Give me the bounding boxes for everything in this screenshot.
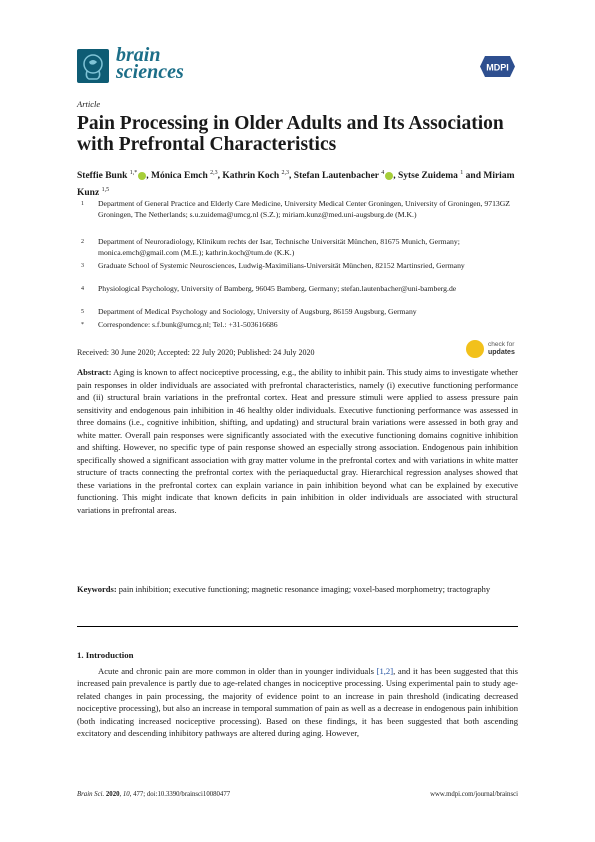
affiliation-text: Department of General Practice and Elderly Care Medicine, University Medical Center Groningen, University of Groningen, 9713GZ Groningen, The Netherlands; s.u.zuidema@umcg.nl (S.Z.); miriam.kunz@med.uni-augsburg.de (M.K.) <box>98 199 511 219</box>
author-affiliation-mark: 1 <box>460 170 464 176</box>
affiliation-text: Department of Neuroradiology, Klinikum rechts der Isar, Technische Universität München, 81675 Munich, Germany; monica.emch@gmail.com (M.E.); kathrin.koch@tum.de (K.K.) <box>98 237 460 257</box>
page-title: Pain Processing in Older Adults and Its Association with Prefrontal Characteristics <box>77 113 504 155</box>
section-heading: 1. Introduction <box>77 650 134 660</box>
article-type: Article <box>77 99 101 109</box>
footer-citation: Brain Sci. 2020, 10, 477; doi:10.3390/brainsci10080477 <box>77 791 231 798</box>
affiliation-number: 5 <box>81 309 84 315</box>
author-name: Stefan Lautenbacher <box>293 171 382 182</box>
keywords <box>77 583 518 596</box>
author-affiliation-mark: 4 <box>381 170 385 176</box>
author-affiliation-mark: 2,3 <box>281 170 290 176</box>
author-name: Kathrin Koch <box>222 171 282 182</box>
author-affiliation-mark: 1,* <box>129 170 138 176</box>
publication-dates: Received: 30 June 2020; Accepted: 22 July 2020; Published: 24 July 2020 <box>77 348 315 357</box>
orcid-icon[interactable] <box>385 172 393 180</box>
abstract-label: Abstract: <box>77 367 112 377</box>
affiliation-number: 1 <box>81 201 84 207</box>
mdpi-logo-icon <box>479 55 516 78</box>
affiliation-text: Correspondence: s.f.bunk@umcg.nl; Tel.: +31-503616686 <box>98 320 278 329</box>
author-list: Steffie Bunk $^{1,*}$ , Mónica Emch $^{2,3}$, Kathrin Koch $^{2,3}$, Stefan Lautenbacher $^4$ , Sytse Zuidema $^1$ and Miriam Kunz $^{1,5}$ <box>77 170 515 199</box>
affiliation-number: * <box>81 322 84 328</box>
orcid-icon[interactable] <box>138 172 146 180</box>
keywords-label: Keywords: <box>77 584 117 594</box>
author-name: Mónica Emch <box>151 171 211 182</box>
affiliation-number: 4 <box>81 286 84 292</box>
author-name: Steffie Bunk <box>77 171 130 182</box>
footer-url[interactable]: www.mdpi.com/journal/brainsci <box>430 791 518 798</box>
citation-link[interactable]: [1,2] <box>376 666 394 676</box>
author-name: Miriam Kunz <box>77 171 515 199</box>
affiliation-text: Physiological Psychology, University of Bamberg, 96045 Bamberg, Germany; stefan.lautenbacher@uni-bamberg.de <box>98 284 457 293</box>
abstract-text: Aging is known to affect nociceptive processing, e.g., the ability to inhibit pain. This study aims to investigate whether pain responses in older individuals are associated with prefrontal characteristics, namely (i) executive functioning performance and (ii) structural brain variations in the prefrontal cortex. Heat and pressure stimuli were applied to assess pressure pain sensitivity and endogenous pain inhibition in 46 healthy older individuals. Executive functioning performance was assessed in three domains (i.e., cognitive inhibition, shifting, and updating) and structural brain variations were assessed in both gray and white matter. Overall pain responses were significantly associated with the executive functioning domains cognitive inhibition and shifting. However, no specific type of pain response showed an especially strong association. Endogenous pain inhibition specifically showed a significant association with gray matter volume in the prefrontal cortex and with variations in white matter structure of tracts connecting the prefrontal cortex with the periaqueductal gray. Hierarchical regression analyses showed that these variations in the prefrontal cortex can explain variance in pain inhibition beyond what can be explained by executive functioning. This might indicate that known deficits in pain inhibition in older individuals are associated with structural variations in prefrontal areas. <box>77 367 518 515</box>
section-divider <box>77 626 518 627</box>
affiliation-number: 2 <box>81 239 84 245</box>
author-name: Sytse Zuidema <box>397 171 461 182</box>
check-for-updates-icon <box>466 340 484 358</box>
abstract <box>77 366 518 516</box>
affiliation-text: Graduate School of Systemic Neurosciences, Ludwig-Maximilians-Universität München, 82152 Martinsried, Germany <box>98 261 465 270</box>
intro-paragraph: Acute and chronic pain are more common in older than in younger individuals [1,2], and it has been suggested that this increased pain prevalence is partly due to age-related changes in nociceptive processing. Using experimental pain to study age-related changes in pain processing, the majority of evidence point to an increase in pain threshold (indicating decreased nociceptive processing), but also an increase in temporal summation of pain as well as a decrease in endogenous pain inhibition (both indicating increased nociceptive processing). Based on these findings, it has been suggested that both ascending excitatory and descending inhibitory pathways are altered during aging. However, <box>77 666 518 739</box>
keywords-text: pain inhibition; executive functioning; magnetic resonance imaging; voxel-based morphometry; tractography <box>118 584 491 594</box>
journal-name: brain sciences <box>116 44 184 83</box>
svg-text:MDPI: MDPI <box>486 62 509 73</box>
affiliation-number: 3 <box>81 263 84 269</box>
journal-logo-icon <box>77 49 109 83</box>
affiliation-text: Department of Medical Psychology and Sociology, University of Augsburg, 86159 Augsburg, Germany <box>98 307 417 316</box>
author-affiliation-mark: 2,3 <box>210 170 218 176</box>
check-for-updates-button[interactable]: check for updates <box>466 339 526 361</box>
author-affiliation-mark: 1,5 <box>101 187 110 194</box>
